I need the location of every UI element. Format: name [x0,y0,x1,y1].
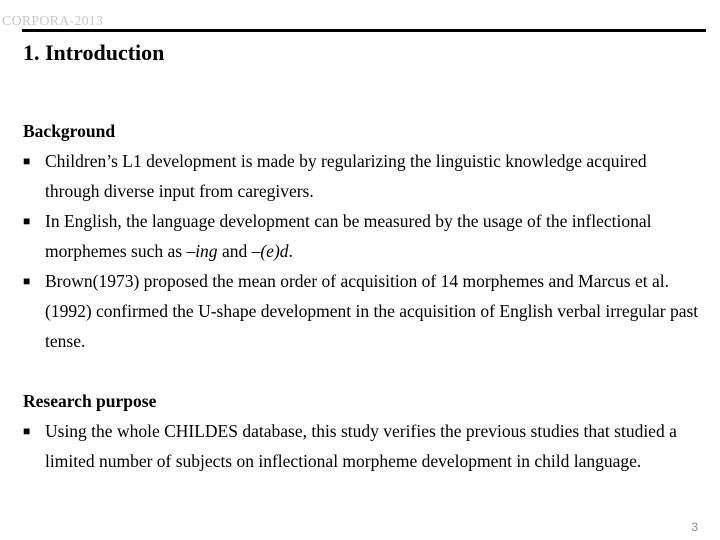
square-bullet-icon: ■ [23,154,31,168]
bullet-text: Children’s L1 development is made by regularizing the linguistic knowledge acquired through diverse input from caregivers. [45,151,647,201]
research-purpose-bullet-list [23,416,703,476]
slide-title: 1. Introduction [23,40,165,65]
bullet-italic-ed: –(e)d [251,241,289,261]
square-bullet-icon: ■ [23,214,31,228]
background-bullet-2 [23,206,703,266]
bullet-text: Brown(1973) proposed the mean order of acquisition of 14 morphemes and Marcus et al.(1992) confirmed the U-shape development in the acquisition of English verbal irregular past tense. [45,271,699,351]
page-number: 3 [691,520,698,534]
background-bullet-list [23,146,703,356]
bullet-text-before: In English, the language development can be measured by the usage of the inflectional morphemes such as [45,211,652,261]
bullet-italic-ing: –ing [186,241,218,261]
square-bullet-icon: ■ [23,424,31,438]
background-bullet-3 [23,266,703,356]
bullet-text-middle: and [217,241,252,261]
section-spacer [23,356,703,386]
research-purpose-bullet-1 [23,416,703,476]
bullet-text-after: . [288,241,293,261]
header-label: CORPORA-2013 [2,14,104,29]
research-purpose-heading: Research purpose [23,391,157,411]
bullet-text: Using the whole CHILDES database, this study verifies the previous studies that studied a limited number of subjects on inflectional morpheme development in child language. [45,421,677,471]
background-bullet-1 [23,146,703,206]
square-bullet-icon: ■ [23,274,31,288]
background-heading: Background [23,121,116,141]
header-divider [22,29,706,32]
slide-content [23,116,703,476]
